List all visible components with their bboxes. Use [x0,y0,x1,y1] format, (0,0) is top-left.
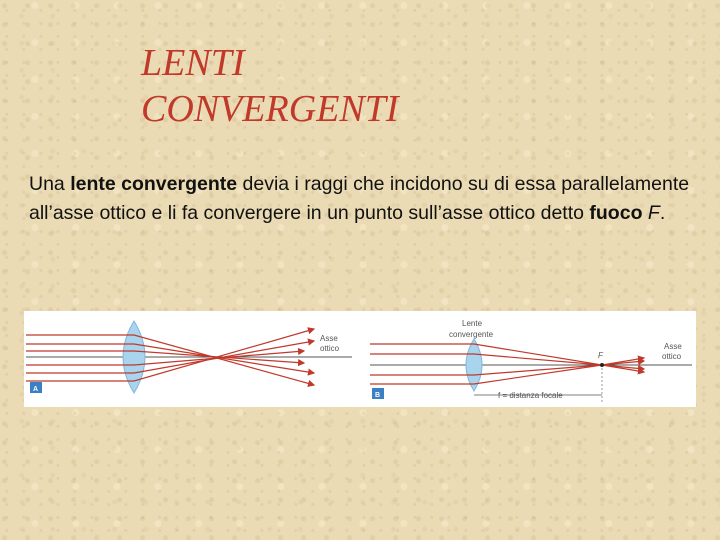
lens-shape [123,321,145,393]
slide-title [141,40,541,132]
axis-label: Asse [664,342,682,351]
text-run: devia i raggi che incidono su di essa parallelamente all’asse ottico e li fa convergere in un punto sull’asse ottico detto [29,173,690,224]
panel-a [26,321,352,393]
lens-label: Lente [462,319,483,328]
slide-title-line-2: CONVERGENTI [141,88,399,130]
focus-point [600,363,604,367]
lens-label: convergente [449,330,494,339]
slide-title-line-1: LENTI [141,42,245,84]
panel-tag-a-label: A [33,386,39,393]
panel-tag-b-label: B [375,392,381,399]
focus-label: F [598,351,603,360]
axis-label: Asse [320,334,338,343]
axis-label: ottico [662,352,682,361]
bold-term-lente-convergente: lente convergente [70,173,238,195]
definition-paragraph [29,170,699,228]
text-run: . [659,202,666,224]
text-run: Una [29,173,71,195]
lens-diagram-figure [24,311,696,407]
italic-symbol-f: F [647,202,660,224]
lens-diagram-svg [24,311,696,407]
focal-distance-label: f = distanza focale [498,391,563,400]
bold-term-fuoco: fuoco [589,202,643,224]
panel-b [370,319,692,403]
axis-label: ottico [320,344,340,353]
